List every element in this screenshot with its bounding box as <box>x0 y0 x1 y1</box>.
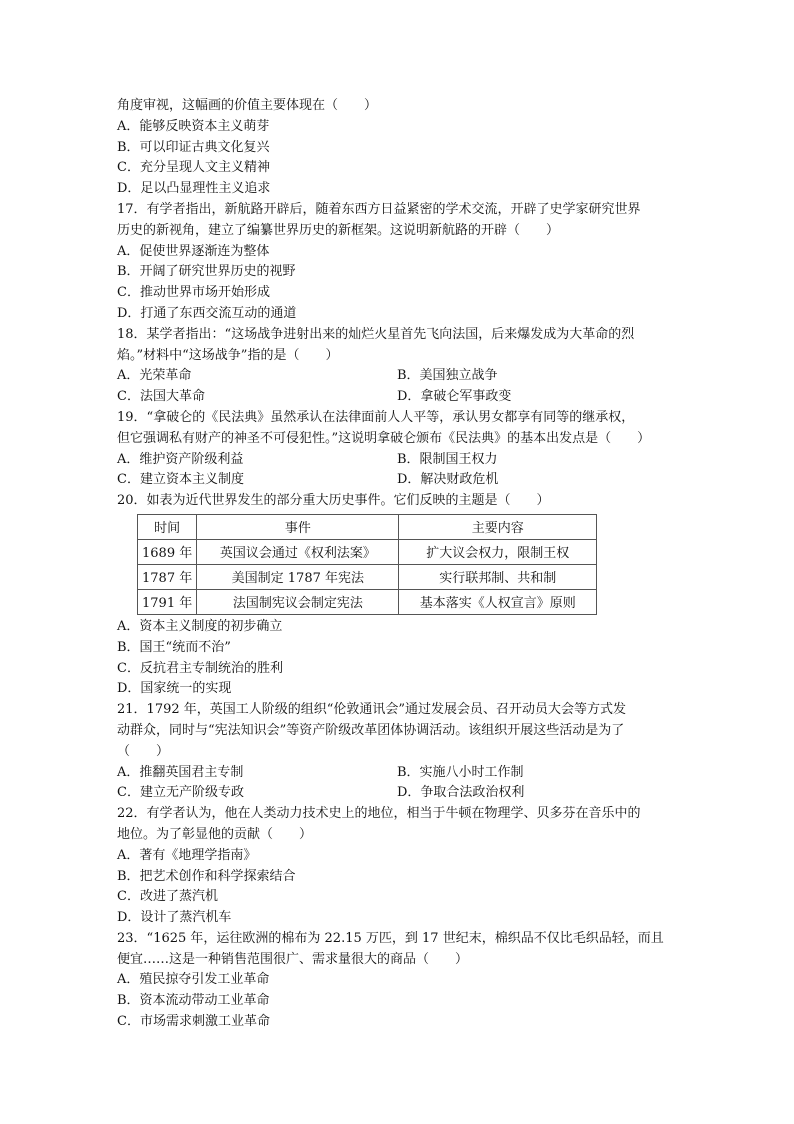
table-cell-event: 英国议会通过《权利法案》 <box>197 539 399 564</box>
q23-option-a: A．殖民掠夺引发工业革命 <box>117 972 270 988</box>
q21-stem-line-3: （ ） <box>117 743 170 759</box>
q20-option-c: C．反抗君主专制统治的胜利 <box>117 660 283 676</box>
q19-stem-line-1: 19．“拿破仑的《民法典》虽然承认在法律面前人人平等，承认男女都享有同等的继承权， <box>117 409 635 425</box>
q18-option-c: C．法国大革命 <box>117 389 205 405</box>
exam-page <box>117 96 677 1033</box>
q19-option-c: C．建立资本主义制度 <box>117 472 244 488</box>
q21-options-row-1 <box>117 763 677 784</box>
q22-option-c: C．改进了蒸汽机 <box>117 889 218 905</box>
table-row <box>138 564 597 589</box>
q18-stem-line-2: 焰。”材料中“这场战争”指的是（ ） <box>117 347 339 363</box>
q20-stem: 20．如表为近代世界发生的部分重大历史事件。它们反映的主题是（ ） <box>117 493 550 509</box>
table-cell-event: 法国制宪议会制定宪法 <box>197 589 399 614</box>
q18-option-d: D．拿破仑军事政变 <box>397 389 512 405</box>
q16-option-b: B．可以印证古典文化复兴 <box>117 139 270 155</box>
q23-option-c: C．市场需求刺激工业革命 <box>117 1014 270 1030</box>
table-row <box>138 589 597 614</box>
q19-option-b: B．限制国王权力 <box>397 451 498 467</box>
q21-option-b: B．实施八小时工作制 <box>397 764 524 780</box>
q22-option-a: A．著有《地理学指南》 <box>117 847 257 863</box>
q18-options-row-1 <box>117 366 677 387</box>
q21-option-a: A．推翻英国君主专制 <box>117 764 244 780</box>
events-table <box>137 514 597 615</box>
q21-option-d: D．争取合法政治权利 <box>397 785 525 801</box>
q22-stem-line-1: 22．有学者认为，他在人类动力技术史上的地位，相当于牛顿在物理学、贝多芬在音乐中的 <box>117 806 641 822</box>
q16-option-d: D．足以凸显理性主义追求 <box>117 181 271 197</box>
table-cell-time: 1787 年 <box>138 564 197 589</box>
table-header-content: 主要内容 <box>399 514 597 539</box>
q20-option-a: A．资本主义制度的初步确立 <box>117 618 283 634</box>
q21-stem-line-2: 动群众，同时与“宪法知识会”等资产阶级改革团体协调活动。该组织开展这些活动是为了 <box>117 722 625 738</box>
q18-options-row-2 <box>117 387 677 408</box>
table-cell-time: 1689 年 <box>138 539 197 564</box>
q20-option-b: B．国王“统而不治” <box>117 639 231 655</box>
q19-stem-line-2: 但它强调私有财产的神圣不可侵犯性。”这说明拿破仑颁布《民法典》的基本出发点是（ ） <box>117 430 651 446</box>
table-cell-time: 1791 年 <box>138 589 197 614</box>
q20-option-d: D．国家统一的实现 <box>117 681 232 697</box>
q23-stem-line-1: 23．“1625 年，运往欧洲的棉布为 22.15 万匹，到 17 世纪末，棉织品不仅比毛织品轻，而且 <box>117 930 664 946</box>
q17-stem-line-1: 17．有学者指出，新航路开辟后，随着东西方日益紧密的学术交流，开辟了史学家研究世界 <box>117 201 641 217</box>
table-cell-content: 实行联邦制、共和制 <box>399 564 597 589</box>
q19-options-row-2 <box>117 470 677 491</box>
q22-option-b: B．把艺术创作和科学探索结合 <box>117 868 296 884</box>
q23-option-b: B．资本流动带动工业革命 <box>117 993 270 1009</box>
q21-option-c: C．建立无产阶级专政 <box>117 785 244 801</box>
table-cell-content: 扩大议会权力，限制王权 <box>399 539 597 564</box>
q23-stem-line-2: 便宜……这是一种销售范围很广、需求量很大的商品（ ） <box>117 951 469 967</box>
q16-stem: 角度审视，这幅画的价值主要体现在（ ） <box>117 98 378 113</box>
table-header-event: 事件 <box>197 514 399 539</box>
q22-stem-line-2: 地位。为了彰显他的贡献（ ） <box>117 826 313 842</box>
q16-option-a: A．能够反映资本主义萌芽 <box>117 118 270 134</box>
q21-options-row-2 <box>117 783 677 804</box>
q16-option-c: C．充分呈现人文主义精神 <box>117 160 270 176</box>
q18-option-b: B．美国独立战争 <box>397 368 498 384</box>
q17-option-c: C．推动世界市场开始形成 <box>117 285 270 301</box>
q17-stem-line-2: 历史的新视角，建立了编纂世界历史的新框架。这说明新航路的开辟（ ） <box>117 222 560 238</box>
q18-option-a: A．光荣革命 <box>117 368 192 384</box>
q19-option-a: A．维护资产阶级利益 <box>117 451 244 467</box>
table-cell-event: 美国制定 1787 年宪法 <box>197 564 399 589</box>
table-header-time: 时间 <box>138 514 197 539</box>
q19-options-row-1 <box>117 450 677 471</box>
q17-option-a: A．促使世界逐渐连为整体 <box>117 243 270 259</box>
q19-option-d: D．解决财政危机 <box>397 472 499 488</box>
table-header-row <box>138 514 597 539</box>
table-row <box>138 539 597 564</box>
q17-option-d: D．打通了东西交流互动的通道 <box>117 305 297 321</box>
q22-option-d: D．设计了蒸汽机车 <box>117 910 232 926</box>
q21-stem-line-1: 21．1792 年，英国工人阶级的组织“伦敦通讯会”通过发展会员、召开动员大会等方式发 <box>117 702 627 718</box>
table-cell-content: 基本落实《人权宣言》原则 <box>399 589 597 614</box>
q17-option-b: B．开阔了研究世界历史的视野 <box>117 264 296 280</box>
q18-stem-line-1: 18．某学者指出：“这场战争进射出来的灿烂火星首先飞向法国，后来爆发成为大革命的烈 <box>117 326 635 342</box>
